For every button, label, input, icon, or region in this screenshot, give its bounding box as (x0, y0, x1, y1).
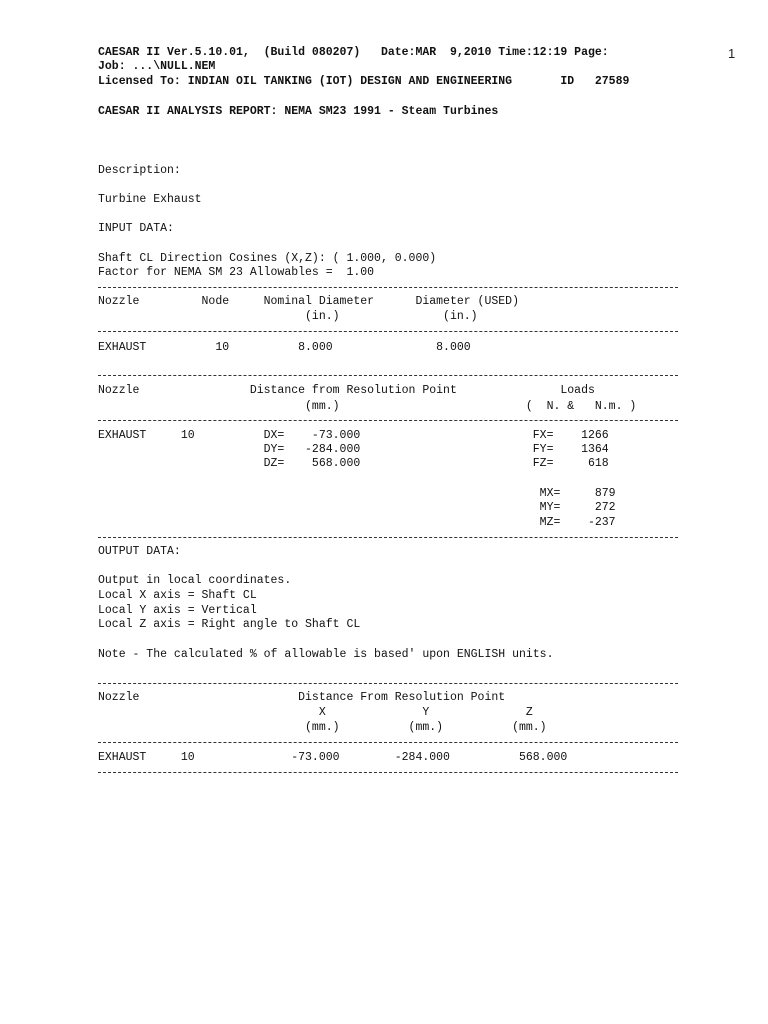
output-table-axes: X Y Z (98, 706, 533, 719)
loads-table-row: MZ= -237 (98, 516, 616, 529)
description-text: Turbine Exhaust (98, 193, 202, 206)
header-license-line: Licensed To: INDIAN OIL TANKING (IOT) DESIGN AND ENGINEERING ID 27589 (98, 75, 630, 88)
nema-factor-line: Factor for NEMA SM 23 Allowables = 1.00 (98, 266, 375, 279)
divider-rule (98, 420, 678, 421)
english-units-note: Note - The calculated % of allowable is based' upon ENGLISH units. (98, 648, 554, 661)
page-number: 1 (728, 46, 736, 61)
nozzle-table-header: Nozzle Node Nominal Diameter Diameter (USED) (98, 295, 519, 308)
loads-table-row: DY= -284.000 FY= 1364 (98, 443, 609, 456)
header-job-line: Job: ...\NULL.NEM (98, 60, 216, 73)
output-data-heading: OUTPUT DATA: (98, 545, 181, 558)
nozzle-table-row: EXHAUST 10 8.000 8.000 (98, 341, 471, 354)
divider-rule (98, 331, 678, 332)
nozzle-table-units: (in.) (in.) (98, 310, 478, 323)
loads-table-units: (mm.) ( N. & N.m. ) (98, 400, 637, 413)
report-title: CAESAR II ANALYSIS REPORT: NEMA SM23 1991 - Steam Turbines (98, 105, 499, 118)
loads-table-row: EXHAUST 10 DX= -73.000 FX= 1266 (98, 429, 609, 442)
divider-rule (98, 772, 678, 773)
description-heading: Description: (98, 164, 181, 177)
loads-table-row: MY= 272 (98, 501, 616, 514)
loads-table-header: Nozzle Distance from Resolution Point Loads (98, 384, 595, 397)
output-table-units: (mm.) (mm.) (mm.) (98, 721, 547, 734)
divider-rule (98, 537, 678, 538)
output-text-line: Local Y axis = Vertical (98, 604, 257, 617)
divider-rule (98, 375, 678, 376)
loads-table-row: MX= 879 (98, 487, 616, 500)
header-version-line: CAESAR II Ver.5.10.01, (Build 080207) Date:MAR 9,2010 Time:12:19 Page: (98, 46, 609, 59)
divider-rule (98, 683, 678, 684)
divider-rule (98, 287, 678, 288)
direction-cosines-line: Shaft CL Direction Cosines (X,Z): ( 1.000, 0.000) (98, 252, 437, 265)
output-text-line: Local X axis = Shaft CL (98, 589, 257, 602)
loads-table-row: DZ= 568.000 FZ= 618 (98, 457, 609, 470)
output-table-header: Nozzle Distance From Resolution Point (98, 691, 506, 704)
input-data-heading: INPUT DATA: (98, 222, 174, 235)
output-text-line: Output in local coordinates. (98, 574, 292, 587)
divider-rule (98, 742, 678, 743)
output-table-row: EXHAUST 10 -73.000 -284.000 568.000 (98, 751, 568, 764)
output-text-line: Local Z axis = Right angle to Shaft CL (98, 618, 361, 631)
